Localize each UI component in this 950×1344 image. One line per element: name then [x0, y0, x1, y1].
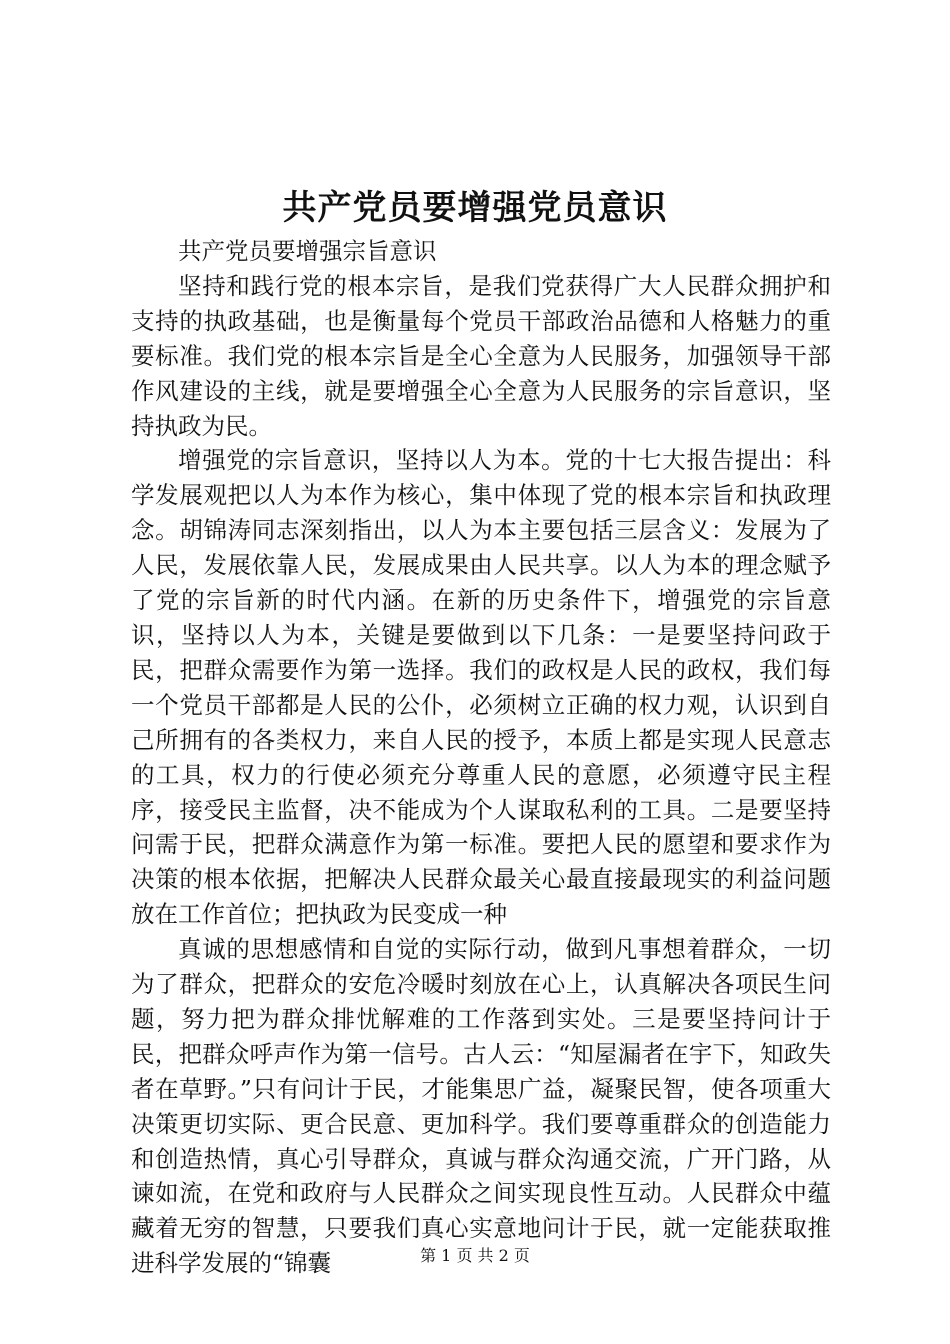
document-title: 共产党员要增强党员意识 — [282, 188, 668, 228]
paragraph: 真诚的思想感情和自觉的实际行动，做到凡事想着群众，一切为了群众，把群众的安危冷暖时刻放在心上，认真解决各项民生问题，努力把为群众排忧解难的工作落到实处。三是要坚持问计于民，把群众呼声作为第一信号。古人云：“知屋漏者在宇下，知政失者在草野。”只有问计于民，才能集思广益，凝聚民智，使各项重大决策更切实际、更合民意、更加科学。我们要尊重群众的创造能力和创造热情，真心引导群众，真诚与群众沟通交流，广开门路，从谏如流，在党和政府与人民群众之间实现良性互动。人民群众中蕴藏着无穷的智慧，只要我们真心实意地问计于民，就一定能获取推进科学发展的“锦囊 — [131, 935, 831, 1278]
paragraph: 坚持和践行党的根本宗旨，是我们党获得广大人民群众拥护和支持的执政基础，也是衡量每个党员干部政治品德和人格魅力的重要标准。我们党的根本宗旨是全心全意为人民服务，加强领导干部作风建设的主线，就是要增强全心全意为人民服务的宗旨意识，坚持执政为民。 — [131, 271, 831, 440]
paragraph-subtitle: 共产党员要增强宗旨意识 — [178, 237, 437, 265]
paragraph: 增强党的宗旨意识，坚持以人为本。党的十七大报告提出：科学发展观把以人为本作为核心，集中体现了党的根本宗旨和执政理念。胡锦涛同志深刻指出，以人为本主要包括三层含义：发展为了人民，发展依靠人民，发展成果由人民共享。以人为本的理念赋予了党的宗旨新的时代内涵。在新的历史条件下，增强党的宗旨意识，坚持以人为本，关键是要做到以下几条：一是要坚持问政于民，把群众需要作为第一选择。我们的政权是人民的政权，我们每一个党员干部都是人民的公仆，必须树立正确的权力观，认识到自己所拥有的各类权力，来自人民的授予，本质上都是实现人民意志的工具，权力的行使必须充分尊重人民的意愿，必须遵守民主程序，接受民主监督，决不能成为个人谋取私利的工具。二是要坚持问需于民，把群众满意作为第一标准。要把人民的愿望和要求作为决策的根本依据，把解决人民群众最关心最直接最现实的利益问题放在工作首位；把执政为民变成一种 — [131, 446, 831, 929]
page-number-footer: 第 1 页 共 2 页 — [420, 1246, 530, 1265]
document-body — [131, 234, 831, 1281]
